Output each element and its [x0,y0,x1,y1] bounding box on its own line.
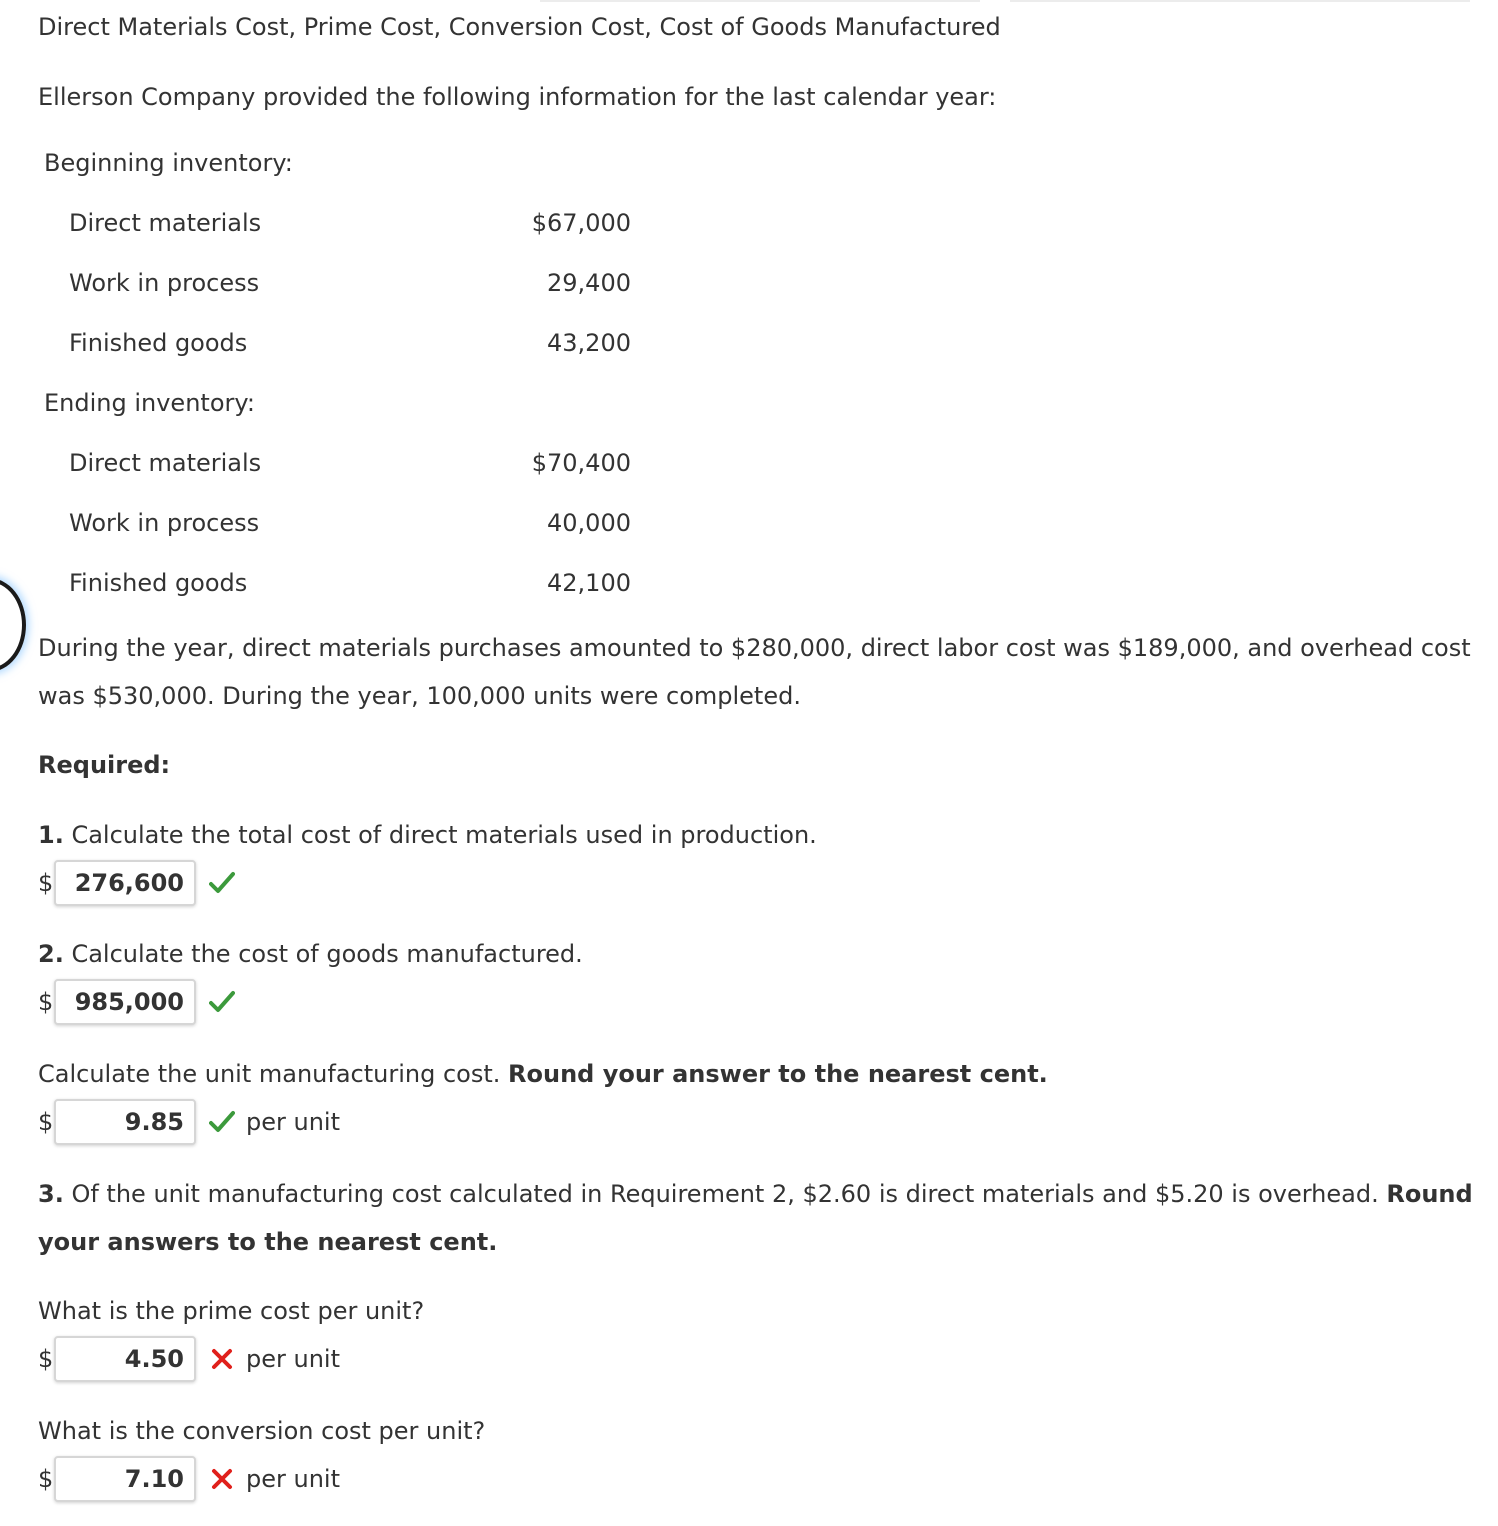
question-3a-text: What is the prime cost per unit? [38,1297,425,1325]
beginning-direct-materials-value: $67,000 [531,209,631,237]
question-2-number: 2. [38,940,64,968]
checkmark-icon [202,978,242,1026]
question-2b-answer-row [38,1098,340,1146]
beginning-work-in-process-value: 29,400 [547,269,631,297]
question-1-currency: $ [38,869,54,897]
beginning-work-in-process-label: Work in process [69,269,260,297]
x-mark-icon [202,1335,242,1383]
question-3b-text: What is the conversion cost per unit? [38,1417,486,1445]
question-3a-answer-value: 4.50 [124,1345,184,1373]
question-3a-answer-input[interactable] [54,1336,196,1382]
top-divider-left [540,0,980,2]
question-2b-text [38,1057,1048,1091]
question-3b-answer-value: 7.10 [124,1465,184,1493]
ending-work-in-process-value: 40,000 [547,509,631,537]
question-1-answer-row [38,859,242,907]
checkmark-icon [202,1098,242,1146]
question-3-number: 3. [38,1180,64,1208]
question-2-answer-row [38,978,242,1026]
ending-finished-goods-value: 42,100 [547,569,631,597]
question-2-text [38,937,583,971]
checkmark-icon [202,859,242,907]
question-3-prompt: Of the unit manufacturing cost calculated in Requirement 2, $2.60 is direct materials and $5.20 is overhead. [63,1180,1387,1208]
question-3-instruction: Round your answers to the nearest cent. [38,1180,1473,1256]
question-3b-currency: $ [38,1465,54,1493]
question-3b-answer-input[interactable] [54,1456,196,1502]
question-3b-unit: per unit [246,1465,340,1493]
required-heading: Required: [38,751,171,779]
question-2b-answer-input[interactable] [54,1099,196,1145]
question-1-number: 1. [38,821,64,849]
question-2-currency: $ [38,988,54,1016]
question-2b-currency: $ [38,1108,54,1136]
beginning-inventory-label: Beginning inventory: [44,149,293,177]
problem-paragraph: During the year, direct materials purchases amounted to $280,000, direct labor cost was $189,000, and overhead cost was $530,000. During the year, 100,000 units were completed. [38,634,1471,710]
problem-intro: Ellerson Company provided the following information for the last calendar year: [38,83,997,111]
ending-finished-goods-label: Finished goods [69,569,248,597]
ending-direct-materials-value: $70,400 [531,449,631,477]
question-3a-unit: per unit [246,1345,340,1373]
focus-ring-indicator [0,578,26,672]
question-1-answer-input[interactable] [54,860,196,906]
question-2b-prompt: Calculate the unit manufacturing cost. [38,1060,509,1088]
ending-direct-materials-label: Direct materials [69,449,262,477]
top-divider-right [1010,0,1470,2]
question-2-answer-input[interactable] [54,979,196,1025]
question-2b-unit: per unit [246,1108,340,1136]
question-1-prompt: Calculate the total cost of direct materials used in production. [63,821,817,849]
question-3-text [38,1170,1488,1266]
beginning-finished-goods-value: 43,200 [547,329,631,357]
question-3b-answer-row [38,1455,340,1503]
question-2-answer-value: 985,000 [74,988,184,1016]
beginning-direct-materials-label: Direct materials [69,209,262,237]
question-2-prompt: Calculate the cost of goods manufactured. [63,940,583,968]
ending-inventory-label: Ending inventory: [44,389,255,417]
question-2b-answer-value: 9.85 [124,1108,184,1136]
question-2b-instruction: Round your answer to the nearest cent. [508,1060,1048,1088]
ending-work-in-process-label: Work in process [69,509,260,537]
question-1-text [38,818,817,852]
problem-title: Direct Materials Cost, Prime Cost, Conversion Cost, Cost of Goods Manufactured [38,13,1001,41]
x-mark-icon [202,1455,242,1503]
question-3a-answer-row [38,1335,340,1383]
question-1-answer-value: 276,600 [74,869,184,897]
beginning-finished-goods-label: Finished goods [69,329,248,357]
question-3a-currency: $ [38,1345,54,1373]
